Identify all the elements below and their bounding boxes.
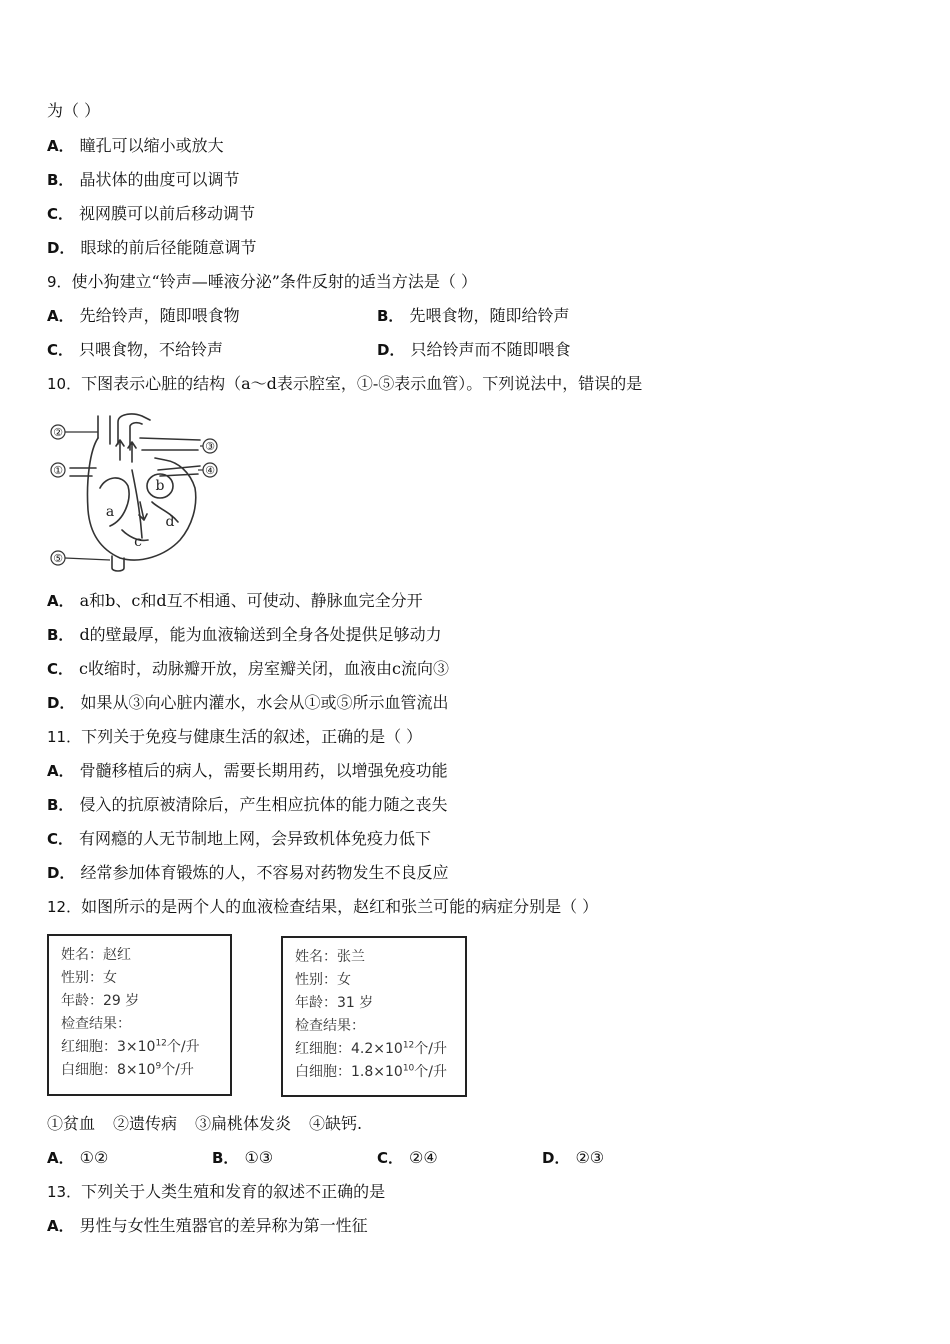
label-chamber-c: c xyxy=(134,534,142,550)
q8-stem-tail: 为（ ） xyxy=(47,101,101,120)
card2-wbc: 白细胞：$1.8\times 10^{10}$个/升 xyxy=(295,1063,447,1080)
q9-option-c: C． 只喂食物，不给铃声 xyxy=(47,340,224,359)
label-chamber-b: b xyxy=(155,478,165,494)
q10-option-c: C． c收缩时，动脉瓣开放，房室瓣关闭，血液由c流向③ xyxy=(47,659,449,678)
q11-stem: 11．下列关于免疫与健康生活的叙述，正确的是（ ） xyxy=(47,727,423,746)
q12-ref-2: ②遗传病 xyxy=(113,1114,178,1133)
q8-option-a: A． 瞳孔可以缩小或放大 xyxy=(47,136,224,155)
card2-rbc: 红细胞：$4.2\times 10^{12}$个/升 xyxy=(295,1040,447,1057)
q13-option-a: A． 男性与女性生殖器官的差异称为第一性征 xyxy=(47,1216,368,1235)
label-vessel-5: ⑤ xyxy=(53,552,63,565)
q9-option-b: B． 先喂食物，随即给铃声 xyxy=(377,306,570,325)
q9-option-a: A． 先给铃声，随即喂食物 xyxy=(47,306,240,325)
q12-ref-1: ①贫血 xyxy=(47,1114,96,1133)
q12-reference-list xyxy=(47,1113,380,1135)
q11-option-a: A． 骨髓移植后的病人，需要长期用药，以增强免疫功能 xyxy=(47,761,448,780)
q11-option-c: C． 有网瘾的人无节制地上网，会异致机体免疫力低下 xyxy=(47,829,432,848)
q11-option-b: B． 侵入的抗原被清除后，产生相应抗体的能力随之丧失 xyxy=(47,795,448,814)
label-vessel-3: ③ xyxy=(205,440,215,453)
card2-age: 年龄：31 岁 xyxy=(295,995,374,1011)
q9-option-d: D． 只给铃声而不随即喂食 xyxy=(377,340,571,359)
heart-diagram xyxy=(40,410,225,575)
blood-report-card-1 xyxy=(47,934,232,1096)
card1-age: 年龄：29 岁 xyxy=(61,993,140,1009)
label-chamber-d: d xyxy=(165,514,175,530)
q11-option-d: D． 经常参加体育锻炼的人，不容易对药物发生不良反应 xyxy=(47,863,449,882)
q13-stem: 13．下列关于人类生殖和发育的叙述不正确的是 xyxy=(47,1182,386,1201)
q12-stem: 12．如图所示的是两个人的血液检查结果，赵红和张兰可能的病症分别是（ ） xyxy=(47,897,599,916)
q8-option-d: D． 眼球的前后径能随意调节 xyxy=(47,238,257,257)
q10-option-b: B． d的壁最厚，能为血液输送到全身各处提供足够动力 xyxy=(47,625,442,644)
card1-sex: 性别：女 xyxy=(61,970,117,986)
q12-ref-3: ③扁桃体发炎 xyxy=(195,1114,292,1133)
q12-option-c: C． ②④ xyxy=(377,1148,438,1167)
card2-sex: 性别：女 xyxy=(295,972,351,988)
q10-stem: 10．下图表示心脏的结构（a～d表示腔室，①-⑤表示血管）。下列说法中，错误的是 xyxy=(47,374,643,393)
q12-option-b: B． ①③ xyxy=(212,1148,274,1167)
card1-result-label: 检查结果： xyxy=(61,1016,131,1032)
q8-option-b: B． 晶状体的曲度可以调节 xyxy=(47,170,240,189)
q10-option-d: D． 如果从③向心脏内灌水，水会从①或⑤所示血管流出 xyxy=(47,693,449,712)
q8-option-c: C． 视网膜可以前后移动调节 xyxy=(47,204,256,223)
card1-rbc: 红细胞：$3\times 10^{12}$个/升 xyxy=(61,1038,200,1055)
q9-stem: 9．使小狗建立“铃声—唾液分泌”条件反射的适当方法是（ ） xyxy=(47,272,477,291)
q12-option-d: D． ②③ xyxy=(542,1148,605,1167)
q12-ref-4: ④缺钙. xyxy=(309,1114,363,1133)
card2-result-label: 检查结果： xyxy=(295,1018,365,1034)
label-chamber-a: a xyxy=(105,504,115,520)
label-vessel-1: ① xyxy=(53,464,63,477)
q10-option-a: A． a和b、c和d互不相通、可使动、静脉血完全分开 xyxy=(47,591,423,610)
card1-wbc: 白细胞：$8\times 10^9$个/升 xyxy=(61,1061,194,1078)
card2-name: 姓名：张兰 xyxy=(295,949,365,965)
label-vessel-4: ④ xyxy=(205,464,215,477)
card1-name: 姓名：赵红 xyxy=(61,947,131,963)
label-vessel-2: ② xyxy=(53,426,63,439)
blood-report-card-2 xyxy=(281,936,467,1097)
q12-option-a: A． ①② xyxy=(47,1148,109,1167)
